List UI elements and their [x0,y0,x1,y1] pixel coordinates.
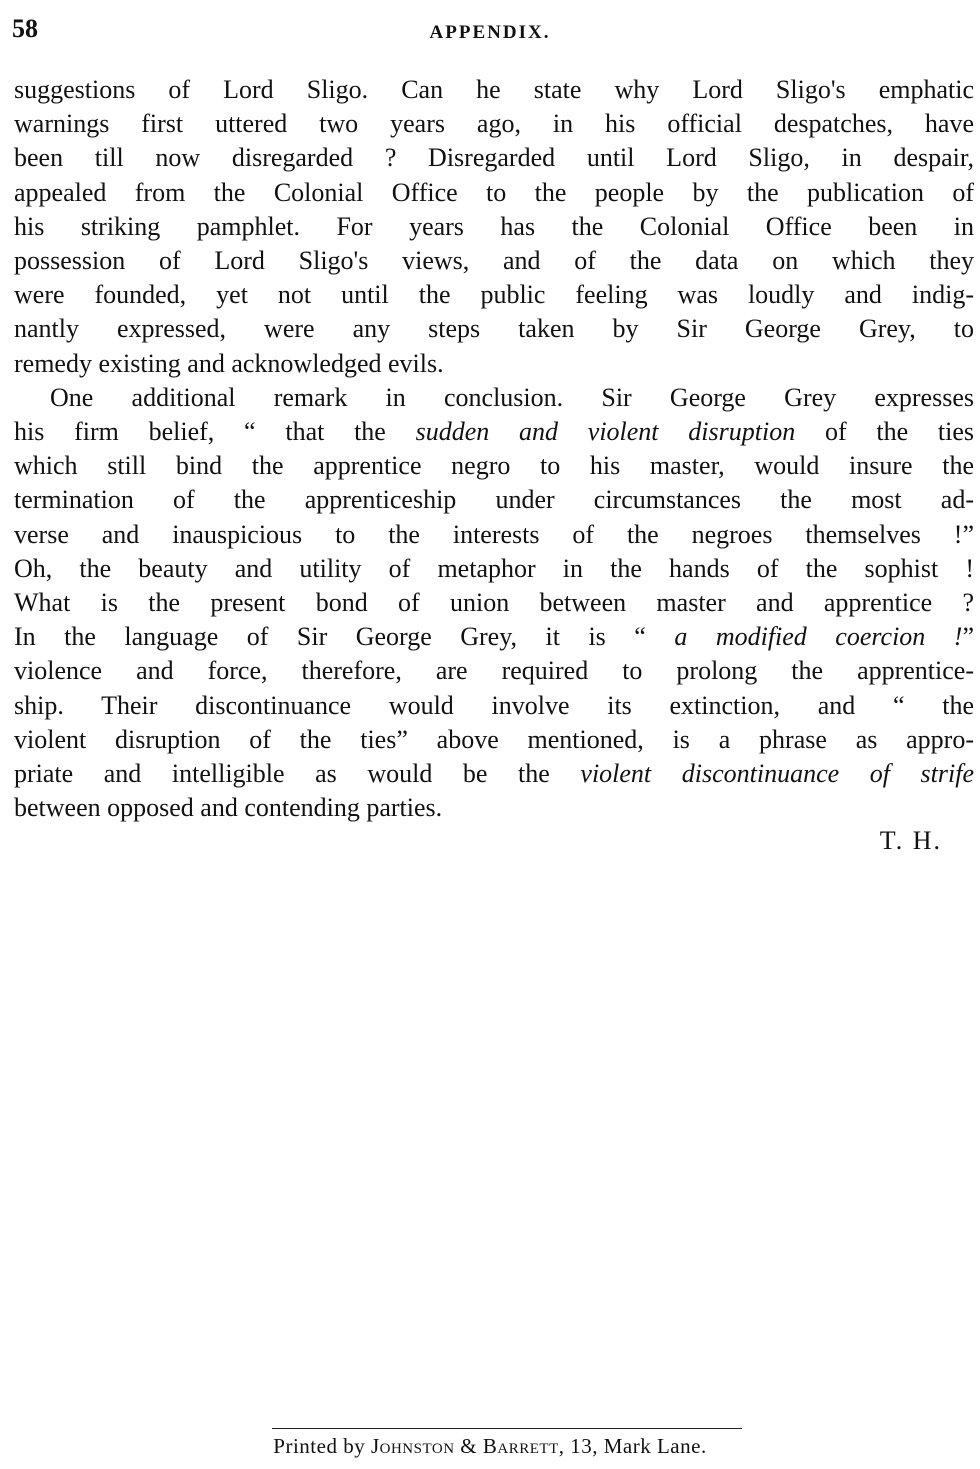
text-line: Oh, the beauty and utility of metaphor in the hands of the sophist ! [14,553,974,583]
text-line: were founded, yet not until the public feeling was loudly and indig- [14,280,974,310]
text-line: What is the present bond of union between master and apprentice ? [14,588,974,618]
page-number: 58 [12,14,38,43]
text-segment: of the ties [795,417,974,447]
text-segment: priate and intelligible as would be the [14,759,581,789]
text-line: between opposed and contending parties. [14,793,443,823]
emphasis-text: sudden and violent disruption [415,417,796,447]
text-line: One additional remark in conclusion. Sir George Grey expresses [50,382,974,412]
text-line: which still bind the apprentice negro to his master, would insure the [14,451,974,481]
printer-name-1: Johnston [370,1434,455,1458]
imprint-prefix: Printed by [273,1434,371,1458]
text-line: been till now disregarded ? Disregarded until Lord Sligo, in despair, [14,143,974,173]
text-line: appealed from the Colonial Office to the people by the publication of [14,177,974,207]
text-line: remedy existing and acknowledged evils. [14,348,444,378]
printer-name-2: Barrett [482,1434,559,1458]
text-line [14,757,974,791]
text-line [14,415,974,449]
emphasis-text: a modified coercion ! [674,622,963,652]
text-segment: In the language of Sir George Grey, it is “ [14,622,675,652]
printer-imprint [0,1434,980,1459]
paragraph-2 [14,381,974,826]
text-line: suggestions of Lord Sligo. Can he state why Lord Sligo's emphatic [14,75,974,104]
text-line: his striking pamphlet. For years has the Colonial Office been in [14,211,974,241]
text-line: violent disruption of the ties” above mentioned, is a phrase as appro- [14,724,974,754]
text-segment: ” [962,622,974,652]
footer-rule [272,1428,742,1429]
body-text [14,73,974,825]
text-line: violence and force, therefore, are required to prolong the apprentice- [14,656,974,686]
text-line [14,620,974,654]
imprint-ampersand: & [454,1434,483,1458]
text-line: warnings first uttered two years ago, in his official despatches, have [14,109,974,139]
running-head: APPENDIX. [429,22,551,43]
page-header [12,8,968,48]
signature-initials: T. H. [879,826,942,855]
paragraph-1 [14,73,974,381]
imprint-address: , 13, Mark Lane. [558,1434,707,1458]
text-line: verse and inauspicious to the interests of the negroes themselves !” [14,519,974,549]
text-line: termination of the apprenticeship under circumstances the most ad- [14,485,974,515]
text-line: possession of Lord Sligo's views, and of the data on which they [14,246,974,276]
text-line: ship. Their discontinuance would involve its extinction, and “ the [14,690,974,720]
text-line: nantly expressed, were any steps taken by Sir George Grey, to [14,314,974,344]
emphasis-text: violent discontinuance of strife [580,759,974,789]
text-segment: his firm belief, “ that the [14,417,416,447]
